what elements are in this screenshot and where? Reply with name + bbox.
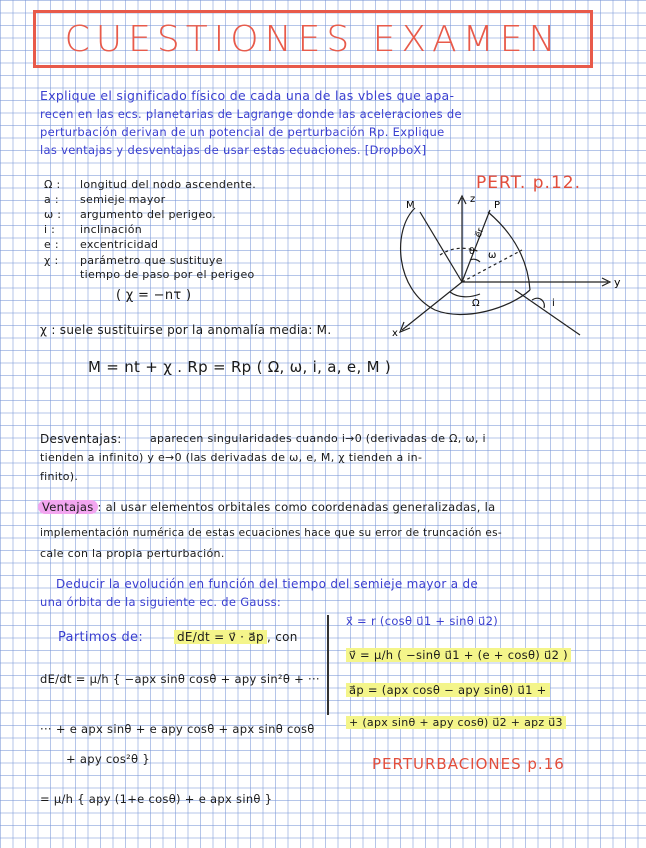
chi-extra-line: tiempo de paso por el perigeo — [80, 268, 255, 281]
partimos-label: Partimos de: — [58, 630, 144, 645]
derivation-line2: ··· + e apx sinθ + e apy cosθ + apx sinθ cosθ — [40, 722, 315, 736]
M-label: M — [406, 200, 415, 211]
z-label: z — [470, 194, 476, 205]
ap-vector2-highlight: + (apx sinθ + apy cosθ) u⃗2 + apz u⃗3 — [346, 716, 566, 729]
reference-pert-p12: PERT. p.12. — [476, 173, 581, 193]
disadvantages-line3: finito). — [40, 470, 79, 483]
ap-vector-highlight: a⃗p = (apx cosθ − apy sinθ) u⃗1 + — [346, 683, 550, 697]
variable-symbol: Ω : — [44, 178, 61, 191]
question2-line2: una órbita de la siguiente ec. de Gauss: — [40, 595, 282, 609]
y-label: y — [614, 276, 621, 289]
dE-eq-highlight: dE/dt = v⃗ · a⃗p — [174, 630, 267, 644]
variable-description: parámetro que sustituye — [80, 254, 223, 267]
radius-vector — [462, 210, 490, 282]
chi-note: χ : suele sustituirse por la anomalía media: M. — [40, 323, 332, 337]
disadvantages-label: Desventajas: — [40, 432, 122, 446]
orbit-diagram — [340, 190, 630, 340]
reference-perturbaciones-p16: PERTURBACIONES p.16 — [372, 755, 565, 773]
derivation-line4: = μ/h { apy (1+e cosθ) + e apx sinθ } — [40, 792, 273, 806]
variable-symbol: χ : — [44, 254, 59, 267]
variable-description: inclinación — [80, 223, 143, 236]
bracket-line — [327, 615, 329, 715]
derivation-line3: + apy cos²θ } — [66, 752, 150, 766]
omega-label: ω — [488, 250, 497, 261]
title-box — [33, 10, 593, 68]
variable-description: semieje mayor — [80, 193, 166, 206]
variable-description: longitud del nodo ascendente. — [80, 178, 257, 191]
page-title: CUESTIONES EXAMEN — [64, 18, 562, 60]
advantages-line2: implementación numérica de estas ecuaciones hace que su error de truncación es- — [40, 527, 503, 539]
dE-equation — [174, 630, 298, 644]
advantages-line1: : al usar elementos orbitales como coordenadas generalizadas, la — [97, 500, 496, 514]
variable-symbol: e : — [44, 238, 59, 251]
orbit-arc — [401, 208, 530, 314]
Omega-label: Ω — [472, 298, 480, 309]
variable-symbol: ω : — [44, 208, 62, 221]
question1-line1: Explique el significado físico de cada una de las vbles que apa- — [40, 88, 455, 103]
variable-description: argumento del perigeo. — [80, 208, 217, 221]
ap-vector-line2 — [346, 716, 566, 729]
chi-formula: ( χ = −nτ ) — [116, 288, 192, 303]
variable-symbol: a : — [44, 193, 59, 206]
formula-M: M = nt + χ . Rp = Rp ( Ω, ω, i, a, e, M ) — [88, 358, 392, 376]
advantages-line3: cale con la propia perturbación. — [40, 547, 225, 560]
variable-symbol: i : — [44, 223, 56, 236]
advantages-label: Ventajas — [38, 500, 98, 514]
er-label: e⃗r — [473, 226, 487, 240]
x-vector: x⃗ = r (cosθ u⃗1 + sinθ u⃗2) — [346, 614, 498, 628]
P-label: P — [494, 200, 501, 211]
disadvantages-line1: aparecen singularidades cuando i→0 (derivadas de Ω, ω, i — [150, 432, 486, 445]
theta-label: θ — [469, 247, 475, 257]
omega-angle-arc — [450, 292, 480, 297]
dE-line: dE/dt = μ/h { −apx sinθ cosθ + apy sin²θ + ··· — [40, 672, 320, 686]
i-label: i — [552, 298, 555, 309]
question1-line4: las ventajas y desventajas de usar estas ecuaciones. [DropboX] — [40, 143, 427, 157]
question1-line2: recen en las ecs. planetarias de Lagrange donde las aceleraciones de — [40, 107, 462, 121]
question1-line3: perturbación derivan de un potencial de perturbación Rp. Explique — [40, 125, 445, 139]
ap-vector — [346, 683, 550, 697]
x-label: x — [392, 328, 398, 339]
v-vector-highlight: v⃗ = μ/h ( −sinθ u⃗1 + (e + cosθ) u⃗2 ) — [346, 648, 571, 662]
v-vector — [346, 648, 571, 662]
theta-angle-arc — [470, 259, 480, 262]
node-line — [420, 212, 462, 282]
disadvantages-line2: tienden a infinito) y e→0 (las derivadas de ω, e, M, χ tienden a in- — [40, 451, 423, 464]
advantages-row — [38, 500, 495, 514]
question2-line1: Deducir la evolución en función del tiempo del semieje mayor a de — [56, 577, 479, 591]
con-text: , con — [266, 630, 298, 644]
variable-description: excentricidad — [80, 238, 159, 251]
x-axis — [402, 282, 462, 330]
inclination-line — [515, 290, 580, 335]
